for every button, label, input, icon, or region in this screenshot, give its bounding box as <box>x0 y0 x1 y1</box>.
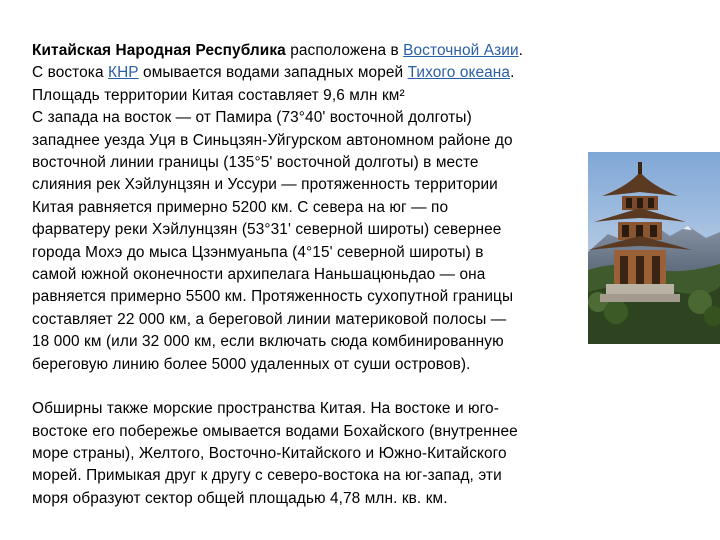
text-line: моря образуют сектор общей площадью 4,78 млн. кв. км. <box>32 489 448 507</box>
text-line-2 <box>32 62 608 84</box>
text-line: 18 000 км (или 32 000 км, если включать сюда комбинированную <box>32 333 504 351</box>
text-fragment: расположена в <box>285 42 404 59</box>
paragraph-1 <box>32 40 608 376</box>
text-fragment: . <box>510 64 515 82</box>
text-line: фарватеру реки Хэйлунцзян (53°31' северной широты) севернее <box>32 221 502 239</box>
link-east-asia[interactable]: Восточной Азии <box>403 42 519 59</box>
text-line: Китая равняется примерно 5200 км. С севера на юг — по <box>32 198 449 216</box>
text-line: равняется примерно 5500 км. Протяженность сухопутной границы <box>32 288 514 306</box>
text-fragment: С востока <box>32 64 108 82</box>
text-line: западнее уезда Уця в Синьцзян-Уйгурском автономном районе до <box>32 131 513 149</box>
main-text <box>32 40 608 510</box>
text-line: восточной линии границы (135°5' восточной долготы) в месте <box>32 154 479 172</box>
paragraph-2 <box>32 398 608 510</box>
text-line: востоке его побережье омывается водами Бохайского (внутреннее <box>32 422 518 440</box>
text-line: Площадь территории Китая составляет 9,6 млн км² <box>32 86 405 104</box>
country-name-bold: Китайская Народная Республика <box>32 42 286 59</box>
text-line: море страны), Желтого, Восточно-Китайского и Южно-Китайского <box>32 444 507 462</box>
link-prc[interactable]: КНР <box>108 64 139 82</box>
text-line-1 <box>32 40 608 62</box>
text-fragment: омывается водами западных морей <box>138 64 408 82</box>
text-line: Обширны также морские пространства Китая. На востоке и юго- <box>32 400 499 418</box>
text-fragment: . <box>518 42 524 59</box>
text-line: С запада на восток — от Памира (73°40' восточной долготы) <box>32 109 472 127</box>
link-pacific-ocean[interactable]: Тихого океана <box>407 64 511 82</box>
text-line: морей. Примыкая друг к другу с северо-востока на юг-запад, эти <box>32 467 502 485</box>
text-line: составляет 22 000 км, а береговой линии материковой полосы — <box>32 310 507 328</box>
text-line: самой южной оконечности архипелага Наньшацюньдао — она <box>32 266 486 284</box>
text-line: слияния рек Хэйлунцзян и Уссури — протяженность территории <box>32 176 498 194</box>
text-line: города Мохэ до мыса Цзэнмуаньпа (4°15' северной широты) в <box>32 243 484 261</box>
text-line: береговую линию более 5000 удаленных от суши островов). <box>32 355 471 373</box>
